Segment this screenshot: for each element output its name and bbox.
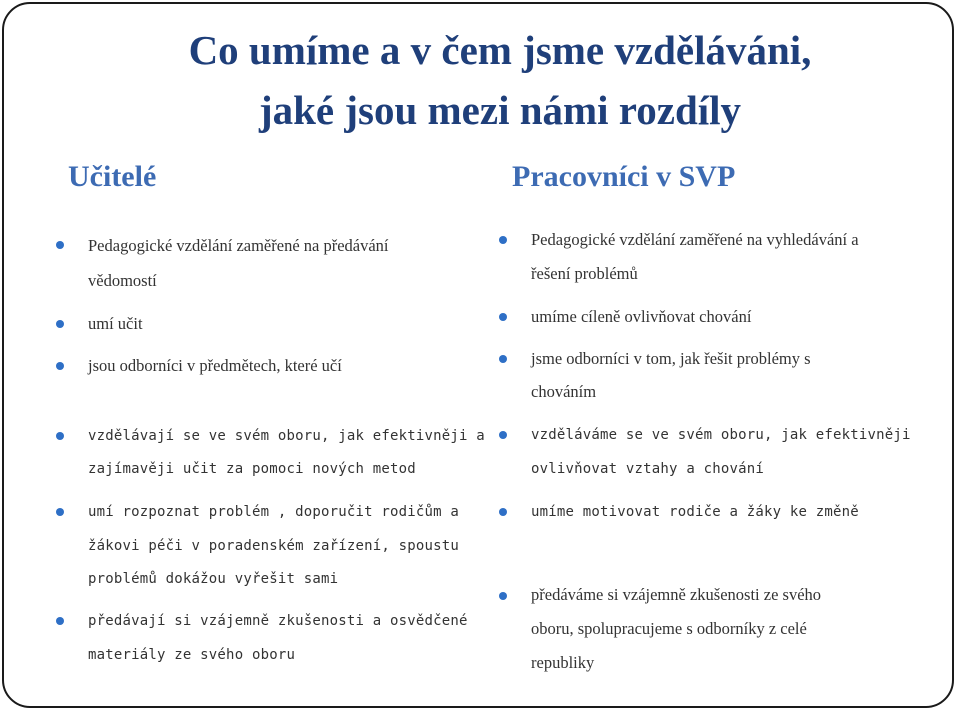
bullet-icon	[499, 508, 507, 516]
svp-item-6-line-1: předáváme si vzájemně zkušenosti ze svého	[531, 585, 822, 604]
teachers-item-1-line-2: vědomostí	[88, 271, 157, 290]
bullet-icon	[499, 355, 507, 363]
teachers-item-2-line-1: umí učit	[88, 314, 143, 333]
svp-item-3-line-1: jsme odborníci v tom, jak řešit problémy s	[531, 349, 811, 368]
svp-item-4-line-2: ovlivňovat vztahy a chování	[531, 461, 764, 477]
teachers-item-4-line-2: zajímavěji učit za pomoci nových metod	[88, 461, 416, 477]
svp-item-2-line-1: umíme cíleně ovlivňovat chování	[531, 307, 752, 326]
slide-title-line-1: Co umíme a v čem jsme vzděláváni,	[188, 27, 812, 73]
teachers-item-5-line-2: žákovi péči v poradenském zařízení, spoustu	[88, 538, 460, 554]
bullet-icon	[56, 320, 64, 328]
bullet-icon	[499, 236, 507, 244]
teachers-item-3-line-1: jsou odborníci v předmětech, které učí	[88, 356, 342, 375]
bullet-icon	[56, 508, 64, 516]
column-heading-teachers: Učitelé	[68, 160, 157, 193]
teachers-item-4-line-1: vzdělávají se ve svém oboru, jak efektivněji a	[88, 428, 485, 444]
teachers-item-6-line-1: předávají si vzájemně zkušenosti a osvědčené	[88, 613, 468, 629]
teachers-item-5-line-1: umí rozpoznat problém , doporučit rodičům a	[88, 504, 460, 520]
svp-item-5-line-1: umíme motivovat rodiče a žáky ke změně	[531, 504, 859, 520]
bullet-icon	[56, 432, 64, 440]
bullet-icon	[56, 241, 64, 249]
bullet-icon	[56, 362, 64, 370]
column-heading-svp-staff: Pracovníci v SVP	[512, 160, 736, 193]
teachers-item-1-line-1: Pedagogické vzdělání zaměřené na předávání	[88, 236, 389, 255]
svp-item-6-line-3: republiky	[531, 653, 595, 672]
bullet-icon	[499, 313, 507, 321]
svp-item-1-line-1: Pedagogické vzdělání zaměřené na vyhledávání a	[531, 230, 859, 249]
svp-item-4-line-1: vzděláváme se ve svém oboru, jak efektivněji	[531, 427, 911, 443]
bullet-icon	[499, 592, 507, 600]
bullet-icon	[499, 431, 507, 439]
slide-title-line-2: jaké jsou mezi námi rozdíly	[258, 87, 742, 133]
teachers-item-6-line-2: materiály ze svého oboru	[88, 647, 296, 663]
svp-item-3-line-2: chováním	[531, 382, 597, 401]
teachers-item-5-line-3: problémů dokážou vyřešit sami	[88, 571, 339, 587]
svp-item-1-line-2: řešení problémů	[531, 264, 638, 283]
svp-item-6-line-2: oboru, spolupracujeme s odborníky z celé	[531, 619, 807, 638]
bullet-icon	[56, 617, 64, 625]
